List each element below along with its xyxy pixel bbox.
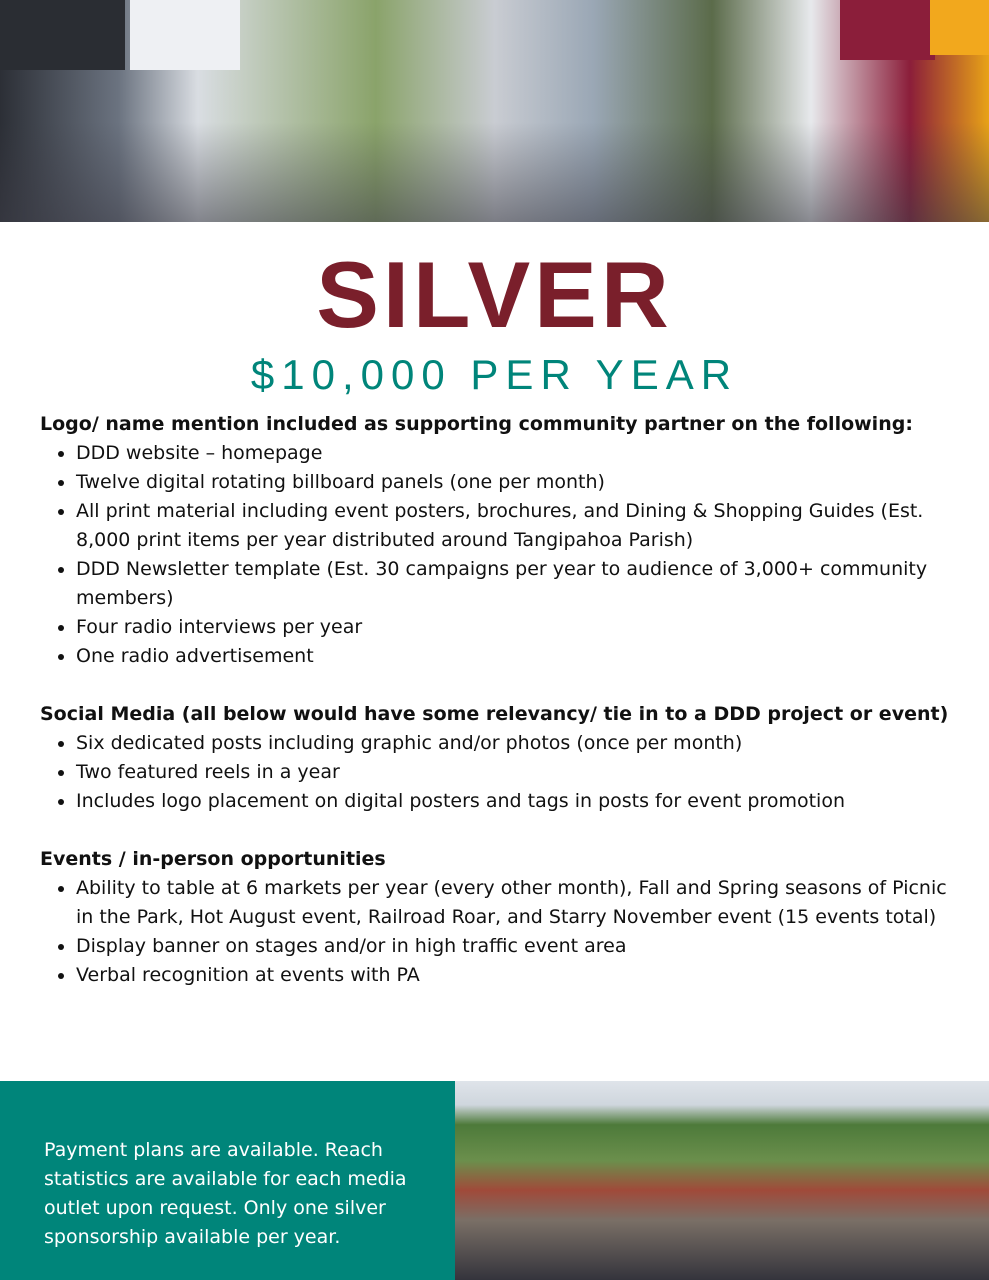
event-crowd-photo (455, 1081, 989, 1280)
section-events (40, 845, 955, 990)
list-item: • Verbal recognition at events with PA (76, 961, 955, 990)
tent-shape (0, 0, 125, 70)
tent-shape (930, 0, 989, 55)
tent-shape (130, 0, 240, 70)
section-logo-mention (40, 410, 955, 671)
list-item: • DDD website – homepage (76, 439, 955, 468)
benefit-list (40, 439, 955, 671)
footer-note: Payment plans are available. Reach statistics are available for each media outlet upon request. Only one silver sponsorship available per year. (44, 1139, 407, 1248)
benefit-list (40, 874, 955, 990)
list-item: • All print material including event posters, brochures, and Dining & Shopping Guides (Est. 8,000 print items per year distributed around Tangipahoa Parish) (76, 497, 955, 555)
list-item: • Ability to table at 6 markets per year (every other month), Fall and Spring seasons of Picnic in the Park, Hot August event, Railroad Roar, and Starry November event (15 events total) (76, 874, 955, 932)
list-item: • Twelve digital rotating billboard panels (one per month) (76, 468, 955, 497)
list-item: • One radio advertisement (76, 642, 955, 671)
benefit-list (40, 729, 955, 816)
list-item: • Six dedicated posts including graphic and/or photos (once per month) (76, 729, 955, 758)
benefits-content (40, 410, 955, 1019)
section-heading: Events / in-person opportunities (40, 848, 386, 870)
section-heading: Social Media (all below would have some relevancy/ tie in to a DDD project or event) (40, 703, 949, 725)
section-social-media (40, 700, 955, 816)
list-item: • Includes logo placement on digital posters and tags in posts for event promotion (76, 787, 955, 816)
list-item: • Two featured reels in a year (76, 758, 955, 787)
market-crowd-photo (0, 0, 989, 222)
list-item: • DDD Newsletter template (Est. 30 campaigns per year to audience of 3,000+ community members) (76, 555, 955, 613)
tent-shape (840, 0, 935, 60)
section-heading: Logo/ name mention included as supporting community partner on the following: (40, 413, 913, 435)
list-item: • Display banner on stages and/or in high traffic event area (76, 932, 955, 961)
list-item: • Four radio interviews per year (76, 613, 955, 642)
page-title: SILVER (316, 242, 673, 347)
footer-note-panel (0, 1081, 455, 1280)
price-subtitle: $10,000 PER YEAR (250, 351, 739, 398)
